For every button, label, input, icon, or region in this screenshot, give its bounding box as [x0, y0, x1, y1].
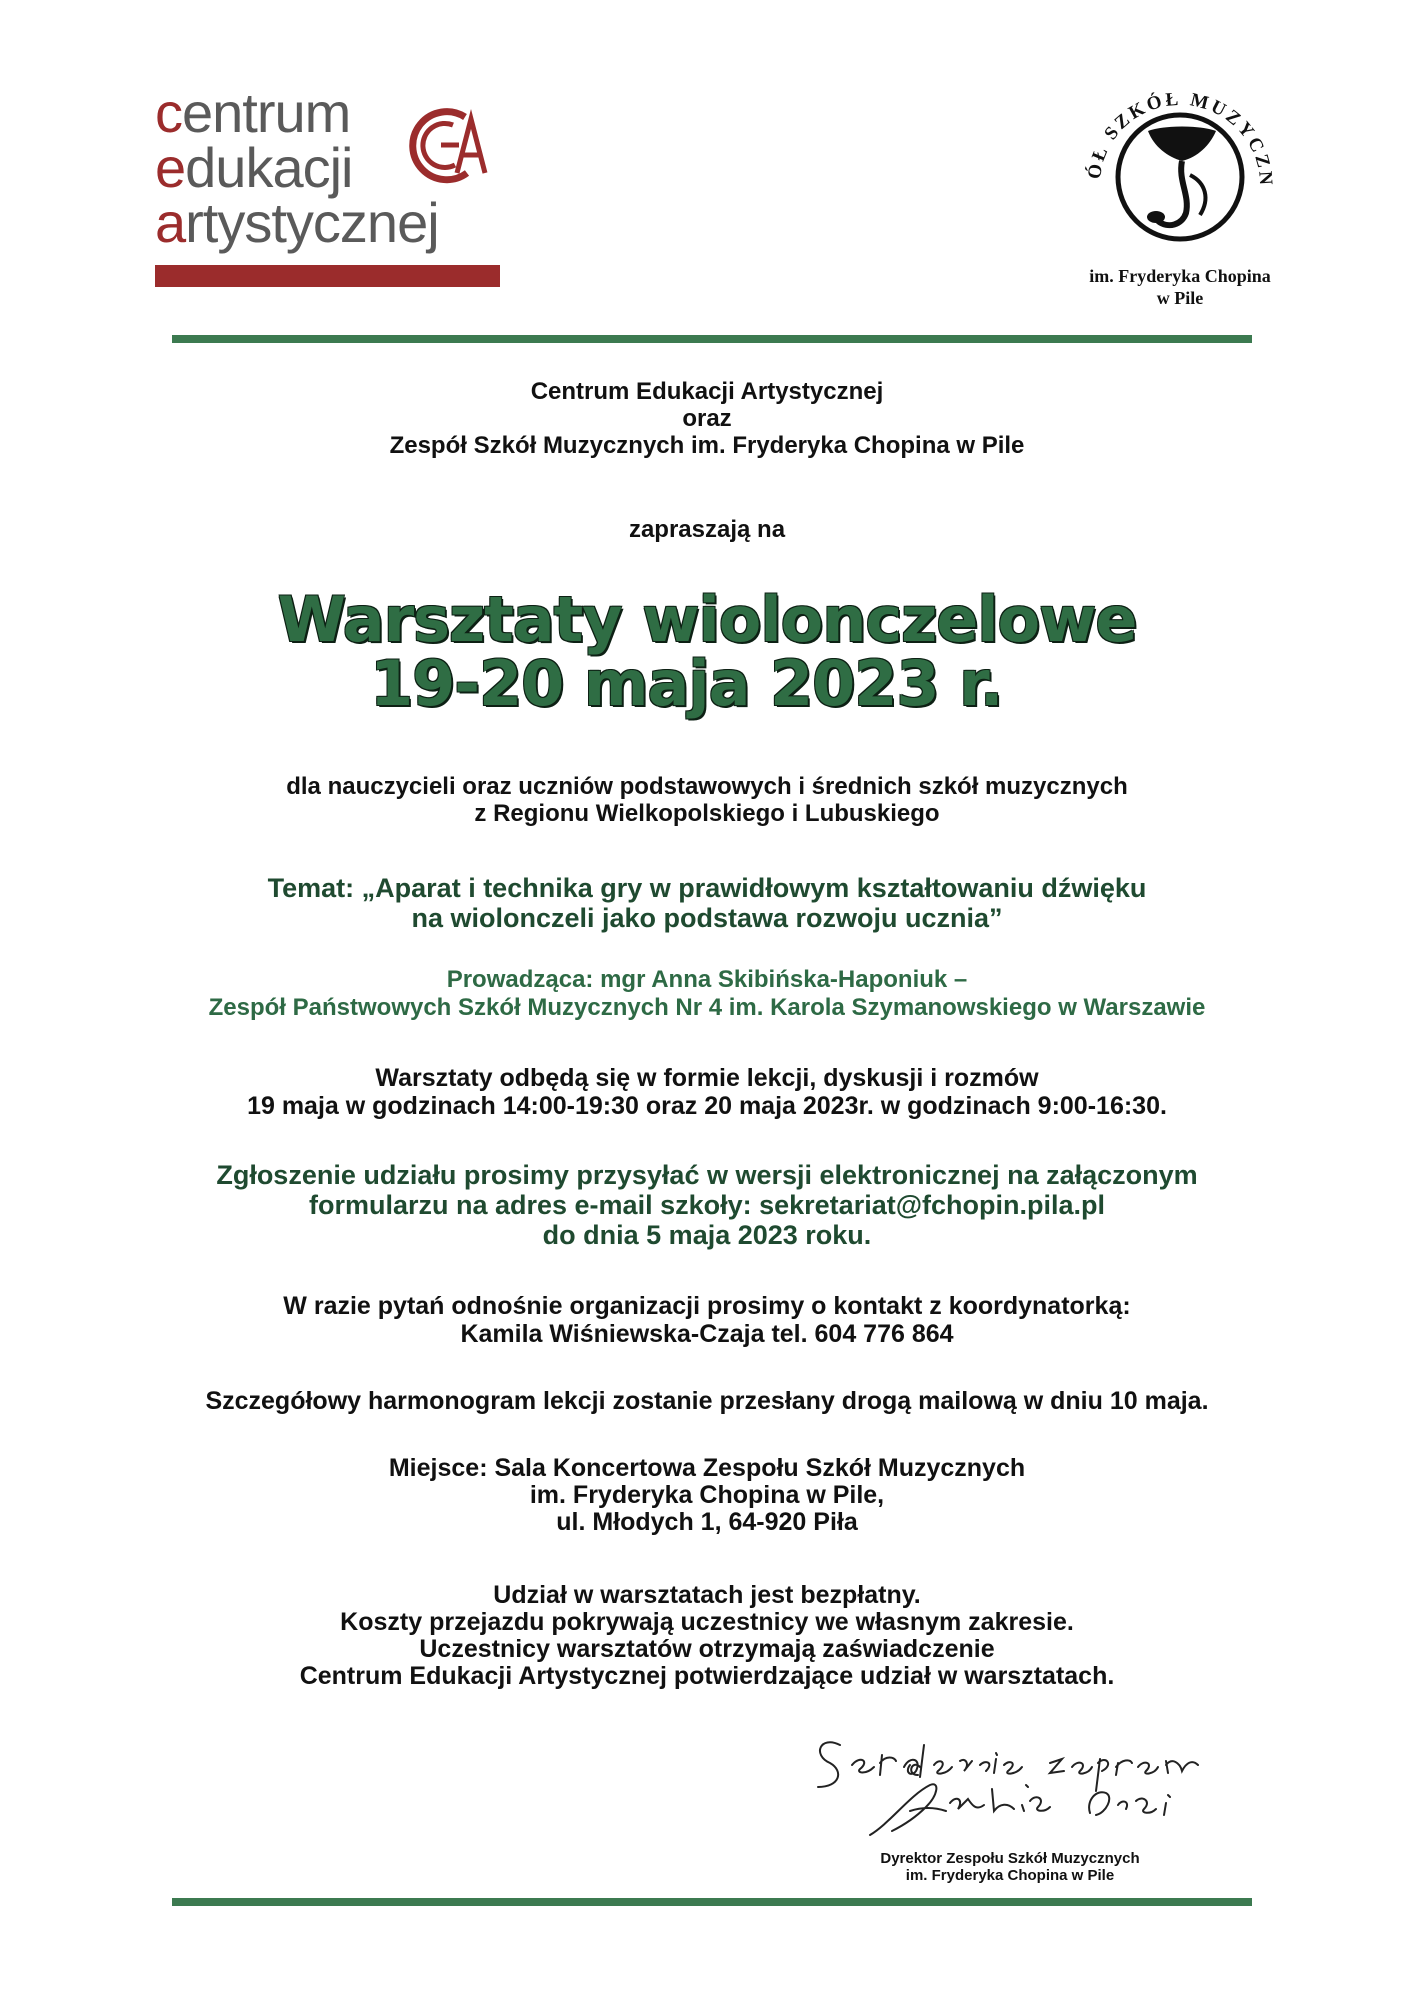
cea-logo-bar: [155, 265, 500, 287]
venue-line-1: Miejsce: Sala Koncertowa Zespołu Szkół Muzycznych: [388, 1454, 1026, 1482]
organizers: [0, 378, 1414, 459]
event-dates: 19-20 maja 2023 r.: [370, 647, 1003, 720]
director-line-2: im. Fryderyka Chopina w Pile: [905, 1867, 1115, 1884]
registration-line-3: do dnia 5 maja 2023 roku.: [542, 1220, 872, 1250]
cea-logo-line-1: centrum: [155, 81, 351, 144]
zsm-seal-caption: [1060, 265, 1300, 309]
format-line-1: Warsztaty odbędą się w formie lekcji, dyskusji i rozmów: [375, 1064, 1039, 1092]
venue: [0, 1455, 1414, 1536]
contact-line-2: Kamila Wiśniewska-Czaja tel. 604 776 864: [460, 1320, 954, 1348]
contact-line-1: W razie pytań odnośnie organizacji prosimy o kontakt z koordynatorką:: [283, 1292, 1131, 1320]
lecturer-line-1: Prowadząca: mgr Anna Skibińska-Haponiuk –: [446, 966, 968, 993]
notes-line-3: Uczestnicy warsztatów otrzymają zaświadczenie: [419, 1635, 995, 1663]
venue-line-2: im. Fryderyka Chopina w Pile,: [529, 1481, 885, 1509]
format-line-2: 19 maja w godzinach 14:00-19:30 oraz 20 maja 2023r. w godzinach 9:00-16:30.: [247, 1092, 1167, 1120]
organizer-1: Centrum Edukacji Artystycznej: [530, 378, 884, 405]
lecturer-line-2: Zespół Państwowych Szkół Muzycznych Nr 4 im. Karola Szymanowskiego w Warszawie: [208, 994, 1206, 1021]
lecturer: [0, 966, 1414, 1022]
registration-line-1: Zgłoszenie udziału prosimy przysyłać w wersji elektronicznej na załączonym: [216, 1160, 1198, 1190]
zsm-caption-line-2: w Pile: [1156, 288, 1204, 308]
cea-monogram-icon: [395, 95, 495, 195]
registration-line-2: formularzu na adres e-mail szkoły: sekretariat@fchopin.pila.pl: [308, 1190, 1106, 1220]
notes-line-1: Udział w warsztatach jest bezpłatny.: [493, 1581, 921, 1609]
top-divider: [172, 335, 1252, 343]
handwritten-signature: [800, 1715, 1220, 1845]
venue-line-3: ul. Młodych 1, 64-920 Piła: [556, 1508, 858, 1536]
invite-text: zapraszają na: [628, 516, 786, 543]
organizer-2: Zespół Szkół Muzycznych im. Fryderyka Chopina w Pile: [389, 432, 1025, 459]
participation-notes: [0, 1582, 1414, 1690]
audience: [0, 773, 1414, 827]
notes-line-2: Koszty przejazdu pokrywają uczestnicy we własnym zakresie.: [340, 1608, 1074, 1636]
topic: [0, 873, 1414, 933]
director-title: [840, 1850, 1180, 1884]
event-title: Warsztaty wiolonczelowe: [277, 583, 1137, 656]
schedule-note: Szczegółowy harmonogram lekcji zostanie przesłany drogą mailową w dniu 10 maja.: [205, 1387, 1209, 1415]
zsm-caption-line-1: im. Fryderyka Chopina: [1089, 266, 1271, 286]
bottom-divider: [172, 1898, 1252, 1906]
svg-text:ZESPÓŁ SZKÓŁ MUZYCZNYCH: ÓŁ SZKÓŁ MUZYCZN: [1083, 88, 1277, 189]
format: [0, 1064, 1414, 1120]
contact: [0, 1292, 1414, 1348]
registration: [0, 1160, 1414, 1250]
cea-logo-line-3: artystycznej: [155, 191, 439, 254]
zsm-seal: [1060, 65, 1300, 315]
cea-logo: [155, 81, 515, 290]
director-line-1: Dyrektor Zespołu Szkół Muzycznych: [880, 1850, 1140, 1867]
audience-line-1: dla nauczycieli oraz uczniów podstawowych i średnich szkół muzycznych: [286, 773, 1128, 800]
organizer-conjunction: oraz: [682, 405, 732, 432]
zsm-seal-emblem-icon: [1060, 65, 1300, 265]
notes-line-4: Centrum Edukacji Artystycznej potwierdzające udział w warsztatach.: [299, 1662, 1115, 1690]
cea-logo-line-2: edukacji: [155, 136, 353, 199]
topic-line-1: Temat: „Aparat i technika gry w prawidłowym kształtowaniu dźwięku: [267, 873, 1147, 903]
audience-line-2: z Regionu Wielkopolskiego i Lubuskiego: [474, 800, 940, 827]
topic-line-2: na wiolonczeli jako podstawa rozwoju ucznia”: [411, 903, 1003, 933]
